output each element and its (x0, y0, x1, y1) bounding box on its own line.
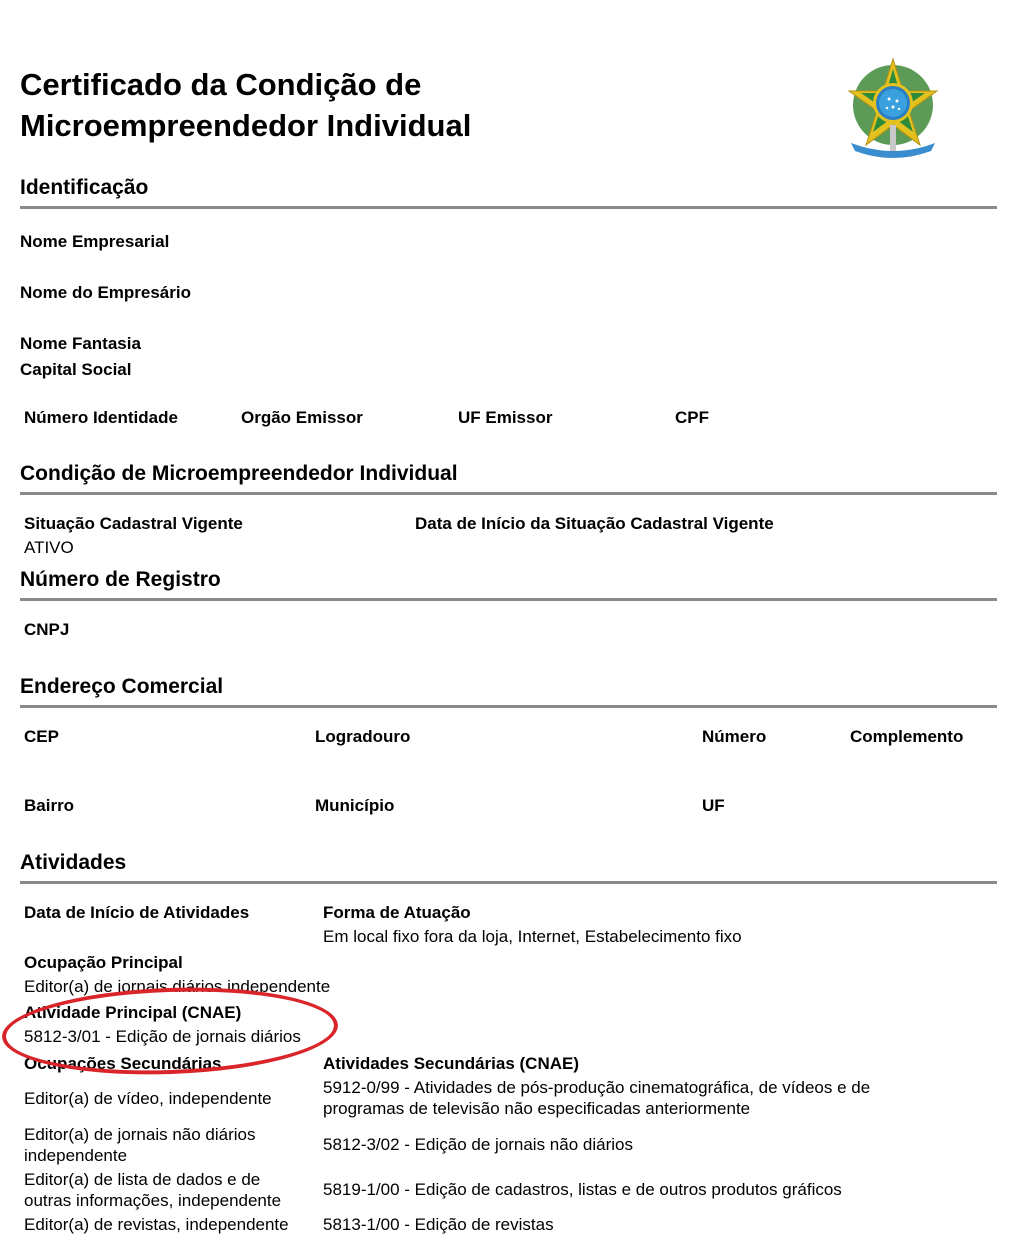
label-uf-emissor: UF Emissor (458, 408, 553, 427)
brazil-coat-of-arms-icon (843, 55, 943, 163)
title-line-2: Microempreendedor Individual (20, 108, 472, 143)
document-title (20, 64, 471, 146)
label-capital-social: Capital Social (20, 360, 132, 379)
section-divider (20, 598, 997, 601)
label-data-inicio-situacao: Data de Início da Situação Cadastral Vigente (415, 514, 774, 533)
label-atividade-principal: Atividade Principal (CNAE) (24, 1003, 242, 1022)
label-atividades-secundarias: Atividades Secundárias (CNAE) (323, 1054, 580, 1073)
atividade-secundaria-item: 5912-0/99 - Atividades de pós-produção cinematográfica, de vídeos e de programas de televisão não especificadas anteriormente (323, 1078, 871, 1118)
section-divider (20, 881, 997, 884)
label-cnpj: CNPJ (24, 620, 70, 639)
section-divider (20, 705, 997, 708)
label-numero-identidade: Número Identidade (24, 408, 178, 427)
label-orgao-emissor: Orgão Emissor (241, 408, 363, 427)
label-forma-atuacao: Forma de Atuação (323, 903, 471, 922)
label-cep: CEP (24, 727, 59, 746)
section-heading-atividades: Atividades (20, 851, 127, 874)
label-uf: UF (702, 796, 725, 815)
label-nome-fantasia: Nome Fantasia (20, 334, 141, 353)
label-ocupacao-principal: Ocupação Principal (24, 953, 183, 972)
label-data-inicio-atividades: Data de Início de Atividades (24, 903, 250, 922)
ocupacao-secundaria-item: Editor(a) de revistas, independente (24, 1215, 289, 1234)
ocupacao-secundaria-item: Editor(a) de jornais não diários independente (24, 1125, 256, 1165)
value-ocupacao-principal: Editor(a) de jornais diários independente (24, 977, 331, 996)
section-heading-identificacao: Identificação (20, 176, 149, 199)
label-nome-empresario: Nome do Empresário (20, 283, 191, 302)
section-divider (20, 206, 997, 209)
status-situacao-cadastral: ATIVO (24, 538, 74, 557)
section-divider (20, 492, 997, 495)
label-situacao-cadastral: Situação Cadastral Vigente (24, 514, 243, 533)
atividade-secundaria-item: 5819-1/00 - Edição de cadastros, listas e de outros produtos gráficos (323, 1180, 842, 1199)
atividade-secundaria-item: 5813-1/00 - Edição de revistas (323, 1215, 554, 1234)
label-numero: Número (702, 727, 767, 746)
ocupacao-secundaria-item: Editor(a) de vídeo, independente (24, 1089, 272, 1108)
label-complemento: Complemento (850, 727, 964, 746)
ocupacao-secundaria-item: Editor(a) de lista de dados e de outras informações, independente (24, 1170, 282, 1210)
value-atividade-principal: 5812-3/01 - Edição de jornais diários (24, 1027, 301, 1046)
label-ocupacoes-secundarias: Ocupações Secundárias (24, 1054, 222, 1073)
label-cpf: CPF (675, 408, 709, 427)
label-nome-empresarial: Nome Empresarial (20, 232, 170, 251)
atividade-secundaria-item: 5812-3/02 - Edição de jornais não diários (323, 1135, 633, 1154)
label-municipio: Município (315, 796, 395, 815)
label-bairro: Bairro (24, 796, 75, 815)
section-heading-condicao: Condição de Microempreendedor Individual (20, 462, 458, 485)
section-heading-endereco: Endereço Comercial (20, 675, 224, 698)
value-forma-atuacao: Em local fixo fora da loja, Internet, Estabelecimento fixo (323, 927, 742, 946)
label-logradouro: Logradouro (315, 727, 411, 746)
title-line-1: Certificado da Condição de (20, 67, 422, 102)
section-heading-registro: Número de Registro (20, 568, 221, 591)
